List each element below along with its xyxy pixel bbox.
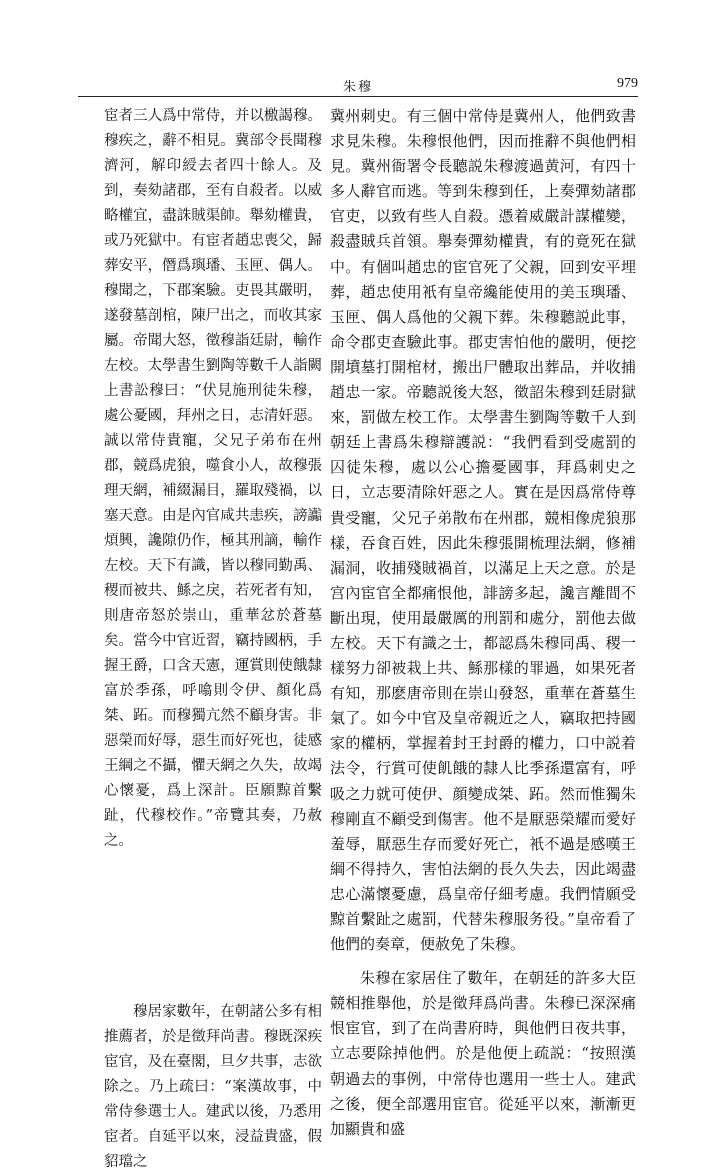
translation-paragraph-2: 朱穆在家居住了數年，在朝廷的許多大臣競相推舉他，於是徵拜爲尚書。朱穆已深深痛恨宦官，到了在尚書府時，與他們日夜共事，立志要除掉他們。於是他便上疏説：“按照漢朝過去的事例，中常侍也選用一些士人。建武之後，便全部選用宦官。從延平以來，漸漸更加顯貴和盛: [330, 969, 636, 1138]
paragraph-gap: [104, 854, 322, 1000]
paragraph-gap: [330, 957, 636, 966]
page-header: [78, 76, 638, 96]
running-title: 朱穆: [342, 80, 373, 95]
translation-paragraph-1: 冀州刺史。有三個中常侍是冀州人，他們致書求見朱穆。朱穆恨他們，因而推辭不與他們相見。冀州衙署令長聽説朱穆渡過黄河，有四十多人辭官而逃。等到朱穆到任，上奏彈劾諸郡官吏，以致有些人自殺。憑着威嚴計謀權變，殺盡賊兵首領。舉奏彈劾權貴，有的竟死在獄中。有個叫趙忠的宦官死了父親，回到安平埋葬，趙忠使用衹有皇帝纔能使用的美玉璵璠、玉匣、偶人爲他的父親下葬。朱穆聽説此事，命令郡吏查驗此事。郡吏害怕他的嚴明，便挖開墳墓打開棺材，搬出尸體取出葬品，并收捕趙忠一家。帝聽説後大怒，徵詔朱穆到廷尉獄來，罰做左校工作。太學書生劉陶等數千人到朝廷上書爲朱穆辯護説：“我們看到受處罰的囚徒朱穆，處以公心擔憂國事，拜爲刺史之日，立志要清除奸惡之人。實在是因爲常侍尊貴受寵，父兄子弟散布在州郡，競相像虎狼那樣，吞食百姓，因此朱穆張開梳理法網，修補漏洞，收捕殘賊禍首，以滿足上天之意。於是宫內宦官全都痛恨他，誹謗多起，讒言離間不斷出現，使用最嚴厲的刑罰和處分，罰他去做左校。天下有識之士，都認爲朱穆同禹、稷一樣努力卻被栽上共、鯀那樣的罪過，如果死者有知，那麽唐帝則在崇山發怒，重華在蒼墓生氣了。如今中官及皇帝親近之人，竊取把持國家的權柄，掌握着封王封爵的權力，口中説着法令，行賞可使飢餓的隸人比季孫還富有，呼吸之力就可使伊、顔變成桀、跖。然而惟獨朱穆剛直不顧受到傷害。他不是厭惡榮耀而愛好羞辱，厭惡生存而愛好死亡，衹不過是感嘆王綱不得持久，害怕法網的長久失去，因此竭盡忠心滿懷憂慮，爲皇帝仔細考慮。我們情願受黥首繫趾之處罰，代替朱穆服务役。”皇帝看了他們的奏章，便赦免了朱穆。: [330, 107, 636, 954]
translation-column: [330, 104, 636, 1142]
page-number: 979: [617, 76, 638, 91]
header-rule: [78, 96, 638, 97]
classical-paragraph-1: 宦者三人爲中常侍，并以檄謁穆。穆疾之，辭不相見。冀部令長聞穆濟河，解印綬去者四十餘人。及到，奏劾諸郡，至有自殺者。以威略權宜，盡誅賊渠帥。舉劾權貴，或乃死獄中。有宦者趙忠喪父，歸葬安平，僭爲璵璠、玉匣、偶人。穆聞之，下郡案驗。吏畏其嚴明，遂發墓剖棺，陳尸出之，而收其家屬。帝聞大怒，徵穆詣廷尉，輸作左校。太學書生劉陶等數千人詣闕上書訟穆曰：“伏見施刑徒朱穆，處公憂國，拜州之日，志清奸惡。誠以常侍貴寵，父兄子弟布在州郡，競爲虎狼，噬食小人，故穆張理天網，補綴漏目，羅取殘禍，以塞天意。由是內官咸共恚疾，謗讟煩興，讒隙仍作，極其刑謫，輸作左校。天下有識，皆以穆同勤禹、稷而被共、鯀之戾，若死者有知，則唐帝怒於崇山，重華忿於蒼墓矣。當今中官近習，竊持國柄，手握王爵，口含天憲，運賞則使餓隸富於季孫，呼噏則令伊、顏化爲桀、跖。而穆獨亢然不顧身害。非惡榮而好辱，惡生而好死也，徒感王綱之不攝，懼天網之久失，故竭心懷憂，爲上深計。臣願黥首繫趾，代穆校作。”帝覽其奏，乃赦之。: [104, 108, 322, 849]
classical-text-column: [104, 104, 322, 1175]
classical-paragraph-2: 穆居家數年，在朝諸公多有相推薦者，於是徵拜尚書。穆既深疾宦官，及在臺閣，旦夕共事，志欲除之。乃上疏曰：“案漢故事，中常侍參選士人。建武以後，乃悉用宦者。自延平以來，浸益貴盛，假貂璫之: [104, 1004, 322, 1170]
